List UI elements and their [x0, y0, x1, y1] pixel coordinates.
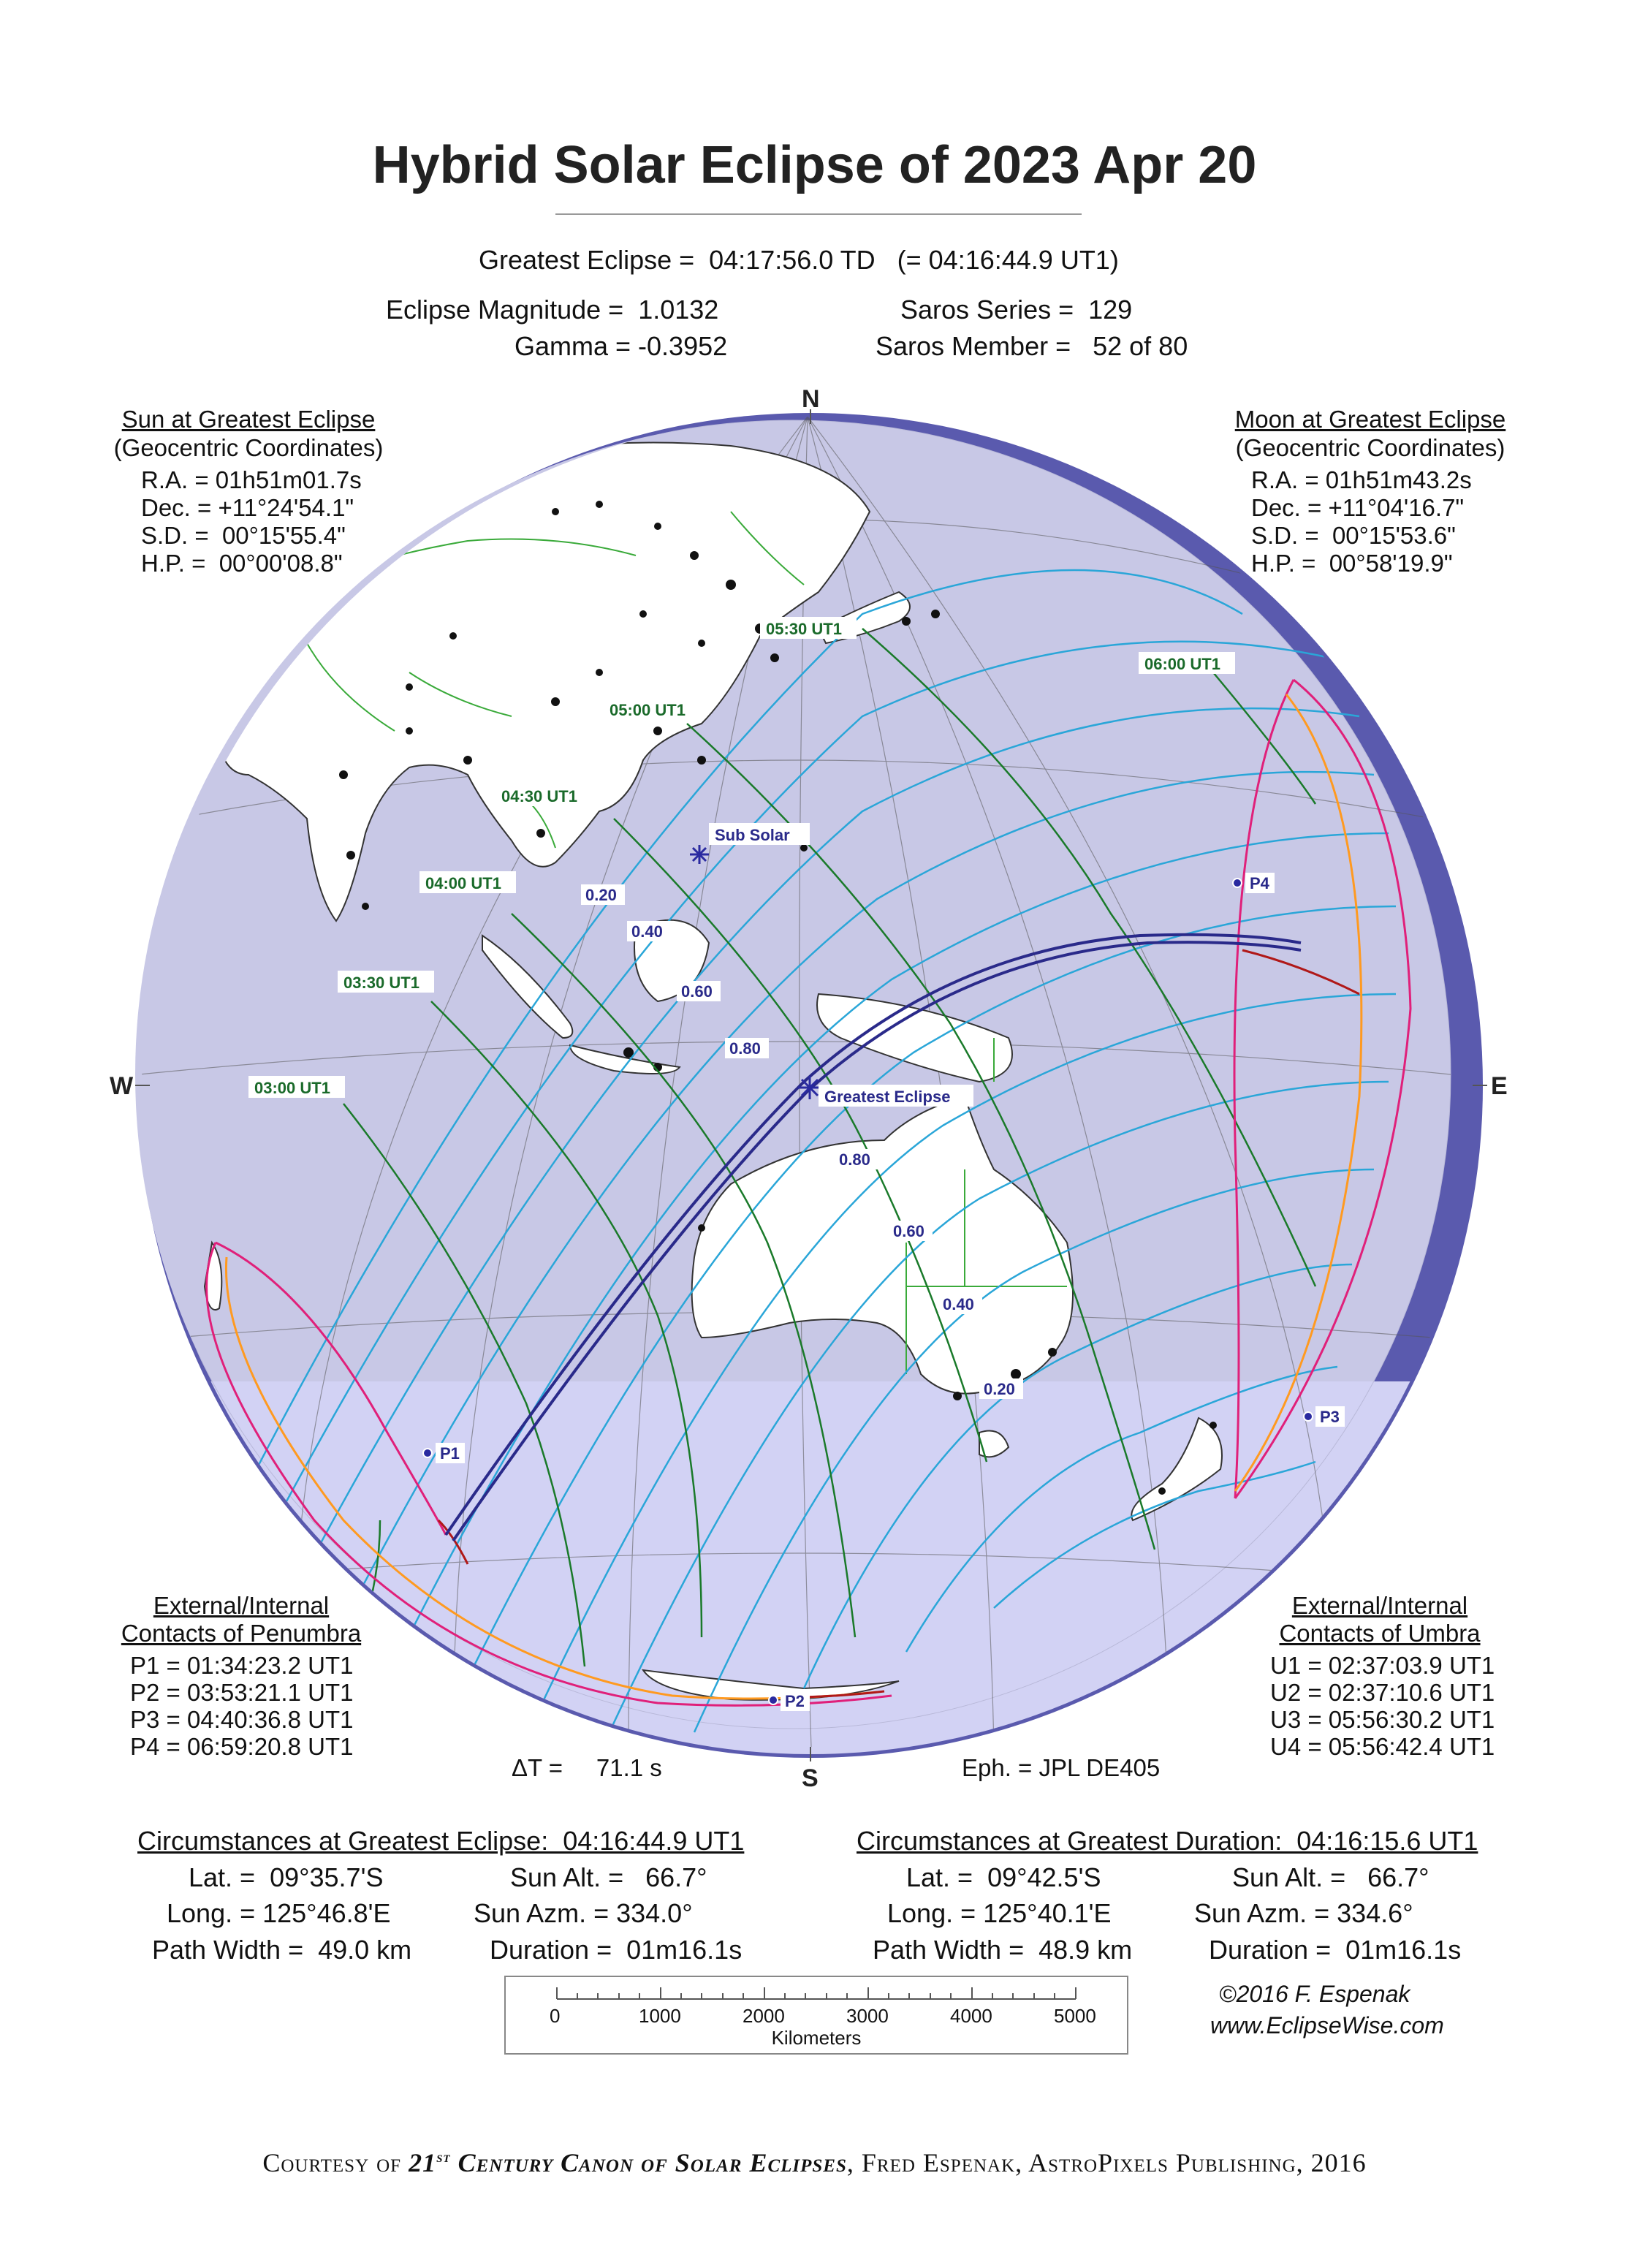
saros-series: Saros Series = 129	[900, 295, 1133, 325]
umbra-u3: U3 = 05:56:30.2 UT1	[1270, 1706, 1495, 1733]
penumbra-heading-2: Contacts of Penumbra	[121, 1620, 362, 1647]
website-credit: www.EclipseWise.com	[1210, 2012, 1444, 2038]
scale-tick-label-1000: 1000	[639, 2005, 681, 2027]
contact-label-p3: P3	[1320, 1408, 1340, 1426]
sun-heading: Sun at Greatest Eclipse	[121, 406, 376, 433]
moon-subheading: (Geocentric Coordinates)	[1235, 434, 1505, 461]
umbra-u4: U4 = 05:56:42.4 UT1	[1270, 1733, 1495, 1760]
circ-duration-sun-azm: Sun Azm. = 334.6°	[1194, 1898, 1413, 1928]
umbra-u2: U2 = 02:37:10.6 UT1	[1270, 1679, 1495, 1706]
sun-hp: H.P. = 00°00'08.8"	[141, 550, 343, 577]
time-label-0400: 04:00 UT1	[425, 874, 501, 892]
sub-solar-label: Sub Solar	[715, 826, 790, 844]
time-label-0430: 04:30 UT1	[501, 787, 577, 805]
circ-duration-heading: Circumstances at Greatest Duration: 04:16:15.6 UT1	[857, 1826, 1478, 1856]
magnitude-label-north-080: 0.80	[729, 1039, 761, 1058]
magnitude-label-north-040: 0.40	[631, 922, 663, 941]
circ-greatest-duration: Duration = 01m16.1s	[490, 1935, 743, 1965]
scale-tick-label-0: 0	[550, 2005, 561, 2027]
scale-tick-label-3000: 3000	[846, 2005, 889, 2027]
copyright: ©2016 F. Espenak	[1219, 1981, 1410, 2007]
circ-duration-sun-alt: Sun Alt. = 66.7°	[1232, 1862, 1429, 1892]
penumbra-p1: P1 = 01:34:23.2 UT1	[130, 1652, 354, 1679]
greatest-eclipse-time: Greatest Eclipse = 04:17:56.0 TD (= 04:16:44.9 UT1)	[479, 245, 1119, 275]
moon-dec: Dec. = +11°04'16.7"	[1251, 494, 1465, 521]
penumbra-p4: P4 = 06:59:20.8 UT1	[130, 1733, 354, 1760]
scale-bar	[504, 1976, 1128, 2055]
umbra-u1: U1 = 02:37:03.9 UT1	[1270, 1652, 1495, 1679]
compass-east: E	[1491, 1072, 1508, 1100]
moon-ra: R.A. = 01h51m43.2s	[1251, 466, 1472, 493]
source-credit: Courtesy of 21st Century Canon of Solar Eclipses, Fred Espenak, AstroPixels Publishing, 2016	[262, 2147, 1367, 2177]
circ-greatest-long: Long. = 125°46.8'E	[167, 1898, 391, 1928]
magnitude-label-north-060: 0.60	[681, 982, 713, 1001]
sun-dec: Dec. = +11°24'54.1"	[141, 494, 354, 521]
circ-greatest-path-width: Path Width = 49.0 km	[152, 1935, 412, 1965]
sun-ra: R.A. = 01h51m01.7s	[141, 466, 362, 493]
sun-subheading: (Geocentric Coordinates)	[113, 434, 384, 461]
saros-member: Saros Member = 52 of 80	[876, 331, 1188, 361]
time-label-0600: 06:00 UT1	[1144, 655, 1220, 673]
scale-unit-label: Kilometers	[771, 2027, 862, 2049]
magnitude-label-south-060: 0.60	[893, 1222, 924, 1240]
moon-sd: S.D. = 00°15'53.6"	[1251, 522, 1456, 549]
moon-hp: H.P. = 00°58'19.9"	[1251, 550, 1453, 577]
contact-label-p2: P2	[785, 1692, 805, 1710]
scale-ticks	[557, 1987, 1076, 1999]
circ-duration-long: Long. = 125°40.1'E	[887, 1898, 1112, 1928]
penumbra-p2: P2 = 03:53:21.1 UT1	[130, 1679, 354, 1706]
circ-duration-path-width: Path Width = 48.9 km	[873, 1935, 1133, 1965]
circ-duration-duration: Duration = 01m16.1s	[1209, 1935, 1462, 1965]
page-title: Hybrid Solar Eclipse of 2023 Apr 20	[372, 136, 1257, 194]
contact-label-p4: P4	[1250, 874, 1269, 892]
scale-tick-label-4000: 4000	[950, 2005, 992, 2027]
magnitude-label-north-020: 0.20	[585, 886, 617, 904]
penumbra-heading-1: External/Internal	[153, 1592, 330, 1619]
time-label-0500: 05:00 UT1	[610, 701, 686, 719]
umbra-heading-2: Contacts of Umbra	[1279, 1620, 1481, 1647]
moon-heading: Moon at Greatest Eclipse	[1234, 406, 1506, 433]
compass-west: W	[110, 1072, 134, 1100]
time-label-0330: 03:30 UT1	[343, 974, 419, 992]
penumbra-p3: P3 = 04:40:36.8 UT1	[130, 1706, 354, 1733]
compass-south: S	[802, 1764, 819, 1792]
magnitude-label-south-040: 0.40	[943, 1295, 974, 1313]
gamma: Gamma = -0.3952	[514, 331, 728, 361]
delta-t: ΔT = 71.1 s	[512, 1754, 662, 1781]
scale-tick-label-5000: 5000	[1054, 2005, 1096, 2027]
circ-greatest-heading: Circumstances at Greatest Eclipse: 04:16:44.9 UT1	[137, 1826, 745, 1856]
compass-north: N	[802, 385, 820, 413]
greatest-eclipse-label: Greatest Eclipse	[824, 1088, 951, 1106]
umbra-heading-1: External/Internal	[1291, 1592, 1468, 1619]
time-label-0530: 05:30 UT1	[766, 620, 842, 638]
time-label-0300: 03:00 UT1	[254, 1079, 330, 1097]
sun-sd: S.D. = 00°15'55.4"	[141, 522, 346, 549]
magnitude-label-south-020: 0.20	[984, 1380, 1015, 1398]
circ-duration-lat: Lat. = 09°42.5'S	[906, 1862, 1101, 1892]
circ-greatest-lat: Lat. = 09°35.7'S	[189, 1862, 384, 1892]
magnitude-label-south-080: 0.80	[839, 1150, 870, 1169]
circ-greatest-sun-alt: Sun Alt. = 66.7°	[510, 1862, 707, 1892]
eclipse-magnitude: Eclipse Magnitude = 1.0132	[386, 295, 719, 325]
ephemeris: Eph. = JPL DE405	[962, 1754, 1161, 1781]
circ-greatest-sun-azm: Sun Azm. = 334.0°	[474, 1898, 693, 1928]
contact-label-p1: P1	[440, 1444, 460, 1463]
scale-tick-label-2000: 2000	[743, 2005, 785, 2027]
